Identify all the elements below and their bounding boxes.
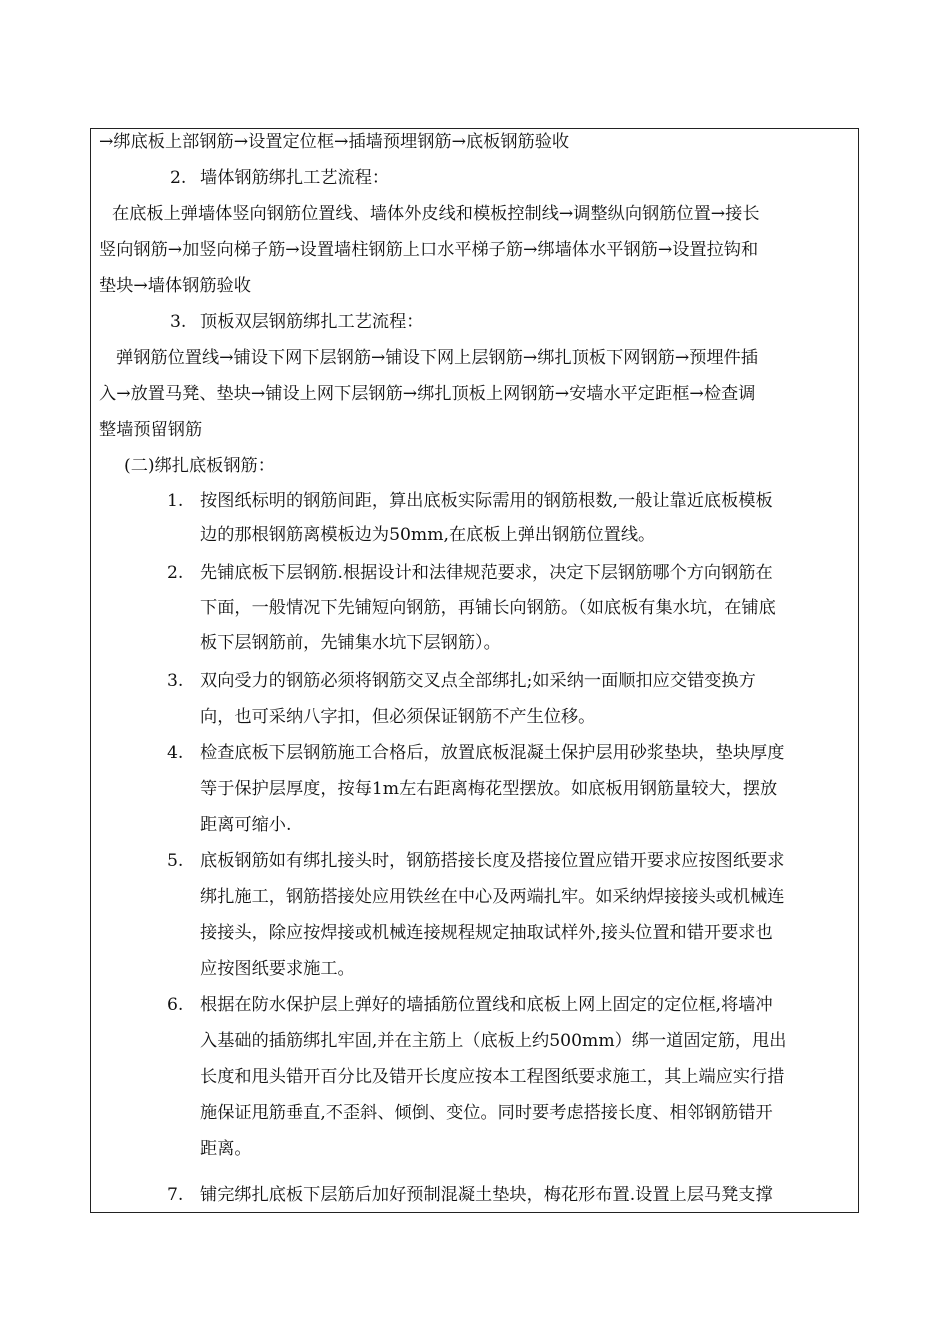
item-number: 5. bbox=[167, 851, 184, 871]
item-2-line: 板下层钢筋前，先铺集水坑下层钢筋）。 bbox=[200, 633, 501, 653]
roof-process-line: 入→放置马凳、垫块→铺设上网下层钢筋→绑扎顶板上网钢筋→安墙水平定距框→检查调 bbox=[99, 384, 756, 404]
item-number: 4. bbox=[167, 743, 184, 763]
item-5-line: 底板钢筋如有绑扎接头时，钢筋搭接长度及搭接位置应错开要求应按图纸要求 bbox=[200, 851, 785, 871]
roof-process-line: 整墙预留钢筋 bbox=[99, 420, 203, 440]
item-2-line: 先铺底板下层钢筋.根据设计和法律规范要求，决定下层钢筋哪个方向钢筋在 bbox=[200, 563, 773, 583]
wall-process-number: 2. bbox=[170, 168, 187, 188]
wall-process-line: 竖向钢筋→加竖向梯子筋→设置墙柱钢筋上口水平梯子筋→绑墙体水平钢筋→设置拉钩和 bbox=[99, 240, 759, 260]
wall-process-heading: 墙体钢筋绑扎工艺流程： bbox=[200, 168, 390, 188]
roof-process-number: 3. bbox=[170, 312, 187, 332]
wall-process-line: 垫块→墙体钢筋验收 bbox=[99, 276, 251, 296]
wall-process-line: 在底板上弹墙体竖向钢筋位置线、墙体外皮线和模板控制线→调整纵向钢筋位置→接长 bbox=[112, 204, 760, 224]
item-4-line: 等于保护层厚度，按每1m左右距离梅花型摆放。如底板用钢筋量较大，摆放 bbox=[200, 779, 778, 799]
item-5-line: 接接头，除应按焊接或机械连接规程规定抽取试样外,接头位置和错开要求也 bbox=[200, 923, 773, 943]
section-heading: (二)绑扎底板钢筋： bbox=[124, 456, 275, 476]
item-6-line: 施保证甩筋垂直,不歪斜、倾倒、变位。同时要考虑搭接长度、相邻钢筋错开 bbox=[200, 1103, 773, 1123]
item-5-line: 应按图纸要求施工。 bbox=[200, 959, 355, 979]
item-number: 1. bbox=[167, 491, 184, 511]
item-5-line: 绑扎施工，钢筋搭接处应用铁丝在中心及两端扎牢。如采纳焊接接头或机械连 bbox=[200, 887, 785, 907]
item-6-line: 入基础的插筋绑扎牢固,并在主筋上（底板上约500mm）绑一道固定筋，甩出 bbox=[200, 1031, 787, 1051]
item-6-line: 根据在防水保护层上弹好的墙插筋位置线和底板上网上固定的定位框,将墙冲 bbox=[200, 995, 773, 1015]
item-4-line: 距离可缩小. bbox=[200, 815, 292, 835]
item-number: 3. bbox=[167, 671, 184, 691]
roof-process-heading: 顶板双层钢筋绑扎工艺流程： bbox=[200, 312, 424, 332]
item-3-line: 双向受力的钢筋必须将钢筋交叉点全部绑扎;如采纳一面顺扣应交错变换方 bbox=[200, 671, 756, 691]
item-number: 2. bbox=[167, 563, 184, 583]
item-number: 7. bbox=[167, 1185, 184, 1205]
item-2-line: 下面，一般情况下先铺短向钢筋，再铺长向钢筋。（如底板有集水坑，在铺底 bbox=[200, 598, 776, 618]
item-number: 6. bbox=[167, 995, 184, 1015]
item-1-line: 按图纸标明的钢筋间距，算出底板实际需用的钢筋根数,一般让靠近底板模板 bbox=[200, 491, 773, 511]
item-6-line: 长度和甩头错开百分比及错开长度应按本工程图纸要求施工，其上端应实行措 bbox=[200, 1067, 785, 1087]
item-4-line: 检查底板下层钢筋施工合格后，放置底板混凝土保护层用砂浆垫块，垫块厚度 bbox=[200, 743, 785, 763]
item-6-line: 距离。 bbox=[200, 1139, 252, 1159]
item-3-line: 向，也可采纳八字扣，但必须保证钢筋不产生位移。 bbox=[200, 707, 596, 727]
item-1-line: 边的那根钢筋离模板边为50mm,在底板上弹出钢筋位置线。 bbox=[200, 525, 656, 545]
flow-intro-line: →绑底板上部钢筋→设置定位框→插墙预埋钢筋→底板钢筋验收 bbox=[99, 132, 570, 152]
item-7-line: 铺完绑扎底板下层筋后加好预制混凝土垫块，梅花形布置.设置上层马凳支撑 bbox=[200, 1185, 773, 1205]
roof-process-line: 弹钢筋位置线→铺设下网下层钢筋→铺设下网上层钢筋→绑扎顶板下网钢筋→预埋件插 bbox=[116, 348, 758, 368]
